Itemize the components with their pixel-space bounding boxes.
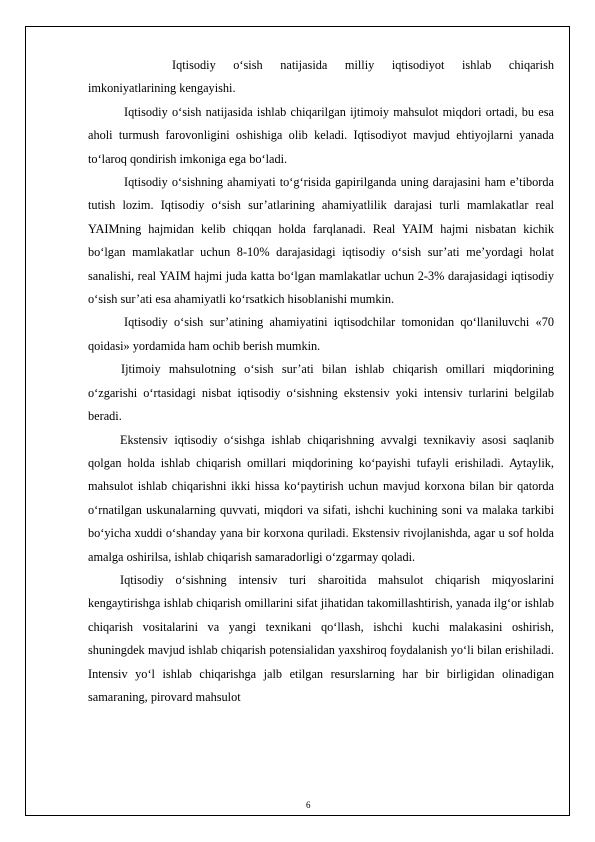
paragraph-extensive-intensive-types: Ijtimoiy mahsulotning o‘sish sur’ati bilan ishlab chiqarish omillari miqdorining o‘zgarishi o‘rtasidagi nisbat iqtisodiy o‘sishning ekstensiv yoki intensiv turlarini belgilab beradi. (88, 362, 554, 424)
page-number: 6 (306, 800, 311, 810)
document-body (88, 54, 554, 709)
paragraph-economic-growth-capacity: Iqtisodiy o‘sish natijasida milliy iqtisodiyot ishlab chiqarish imkoniyatlarining kengayishi. (88, 58, 554, 96)
paragraph-intensive-growth: Iqtisodiy o‘sishning intensiv turi sharoitida mahsulot chiqarish miqyoslarini kengaytirishga ishlab chiqarish omillarini sifat jihatidan takomillashtirish, yanada ilg‘or ishlab chiqarish vositalarini va yangi texnikani qo‘llash, ishchi kuchi malakasini oshirish, shuningdek mavjud ishlab chiqarish potensialidan yaxshiroq foydalanish yo‘li bilan erishiladi. Intensiv yo‘l ishlab chiqarishga jalb etilgan resurslarning har bir birligidan olinadigan samaraning, pirovard mahsulot (88, 572, 554, 704)
paragraph-social-product-growth: Iqtisodiy o‘sish natijasida ishlab chiqarilgan ijtimoiy mahsulot miqdori ortadi, bu esa aholi turmush farovonligini oshishiga olib keladi. Iqtisodiyot mavjud ehtiyojlarni yanada to‘laroq qondirish imkoniga ega bo‘ladi. (88, 104, 554, 166)
paragraph-rule-of-70: Iqtisodiy o‘sish sur’atining ahamiyatini iqtisodchilar tomonidan qo‘llaniluvchi «70 qoidasi» yordamida ham ochib berish mumkin. (88, 315, 554, 353)
paragraph-growth-rate-significance: Iqtisodiy o‘sishning ahamiyati to‘g‘risida gapirilganda uning darajasini ham e’tiborda tutish lozim. Iqtisodiy o‘sish sur’atlarining ahamiyatlilik darajasi turli mamlakatlar real YAIMning hajmidan kelib chiqqan holda farqlanadi. Real YAIM hajmi nisbatan kichik bo‘lgan mamlakatlar uchun 8-10% darajasidagi iqtisodiy o‘sish sur’ati me’yordagi holat sanalishi, real YAIM hajmi juda katta bo‘lgan mamlakatlar uchun 2-3% darajasidagi iqtisodiy o‘sish sur’ati esa ahamiyatli ko‘rsatkich hisoblanishi mumkin. (88, 175, 554, 307)
paragraph-extensive-growth: Ekstensiv iqtisodiy o‘sishga ishlab chiqarishning avvalgi texnikaviy asosi saqlanib qolgan holda ishlab chiqarish omillari miqdorining ko‘payishi tufayli erishiladi. Aytaylik, mahsulot ishlab chiqarishni ikki hissa ko‘paytirish uchun mavjud korxona bilan bir qatorda o‘rnatilgan uskunalarning quvvati, miqdori va sifati, ishchi kuchining soni va malaka tarkibi bo‘yicha xuddi o‘shanday yana bir korxona quriladi. Ekstensiv rivojlanishda, agar u sof holda amalga oshirilsa, ishlab chiqarish samaradorligi o‘zgarmay qoladi. (88, 432, 554, 564)
